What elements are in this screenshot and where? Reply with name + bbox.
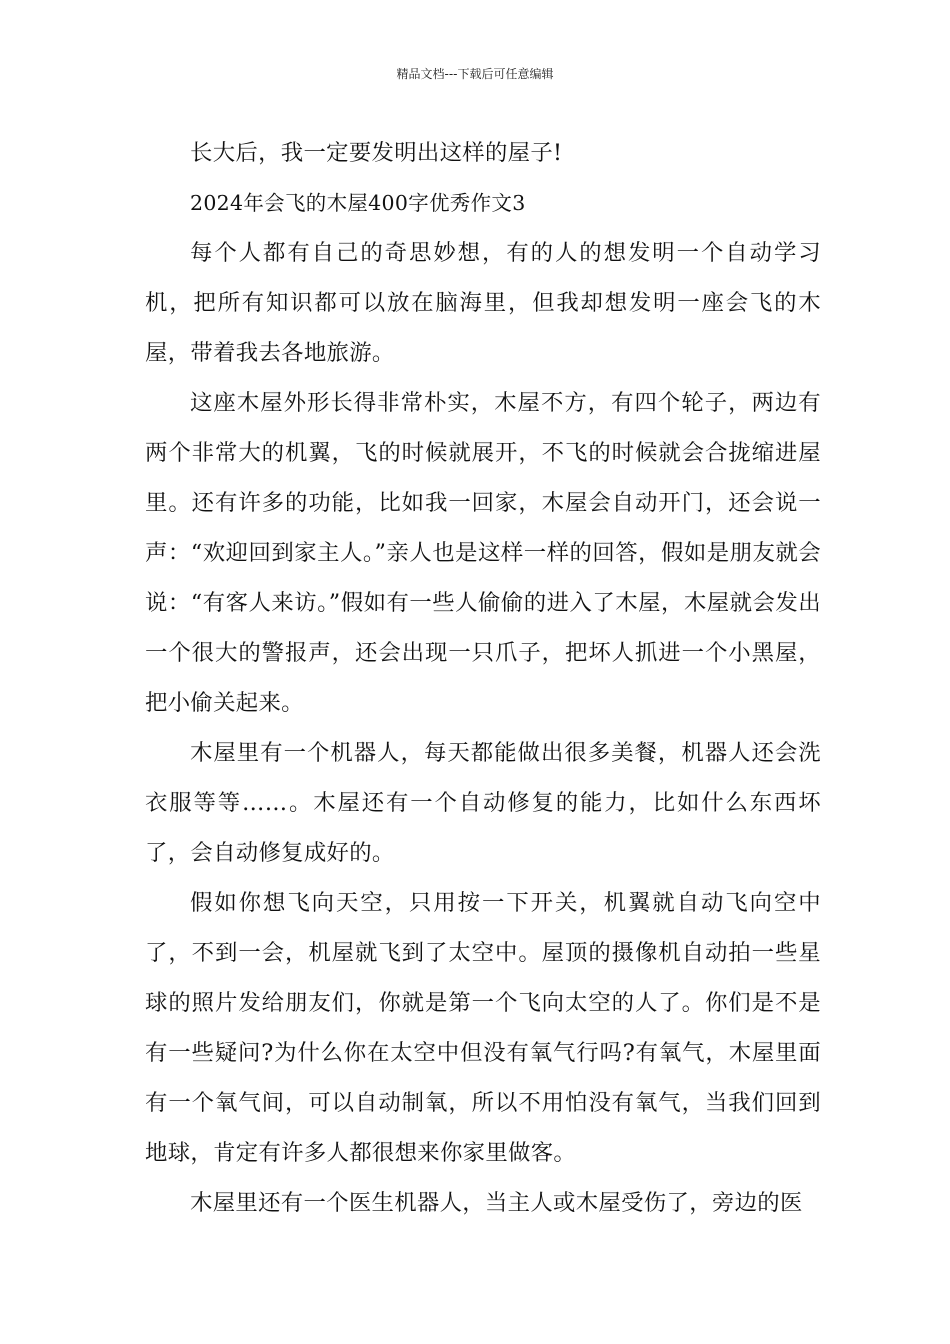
paragraph-intro: 每个人都有自己的奇思妙想，有的人的想发明一个自动学习机，把所有知识都可以放在脑海里，但我却想发明一座会飞的木屋，带着我去各地旅游。 xyxy=(145,240,821,366)
document-body xyxy=(145,128,821,1228)
paragraph-doctor: 木屋里还有一个医生机器人，当主人或木屋受伤了，旁边的医 xyxy=(190,1190,803,1216)
paragraph-conclusion: 长大后，我一定要发明出这样的屋子! xyxy=(190,140,563,166)
paragraph-appearance: 这座木屋外形长得非常朴实，木屋不方，有四个轮子，两边有两个非常大的机翼，飞的时候就展开，不飞的时候就会合拢缩进屋里。还有许多的功能，比如我一回家，木屋会自动开门，还会说一声：“欢迎回到家主人。”亲人也是这样一样的回答，假如是朋友就会说：“有客人来访。”假如有一些人偷偷的进入了木屋，木屋就会发出一个很大的警报声，还会出现一只爪子，把坏人抓进一个小黑屋，把小偷关起来。 xyxy=(145,390,821,716)
paragraph-space: 假如你想飞向天空，只用按一下开关，机翼就自动飞向空中了，不到一会，机屋就飞到了太空中。屋顶的摄像机自动拍一些星球的照片发给朋友们，你就是第一个飞向太空的人了。你们是不是有一些疑问?为什么你在太空中但没有氧气行吗?有氧气，木屋里面有一个氧气间，可以自动制氧，所以不用怕没有氧气，当我们回到地球，肯定有许多人都很想来你家里做客。 xyxy=(145,890,821,1166)
paragraph-robot: 木屋里有一个机器人，每天都能做出很多美餐，机器人还会洗衣服等等……。木屋还有一个自动修复的能力，比如什么东西坏了，会自动修复成好的。 xyxy=(145,740,821,866)
essay-title: 2024年会飞的木屋400字优秀作文3 xyxy=(190,191,526,215)
page-header: 精品文档---下载后可任意编辑 xyxy=(396,67,554,81)
